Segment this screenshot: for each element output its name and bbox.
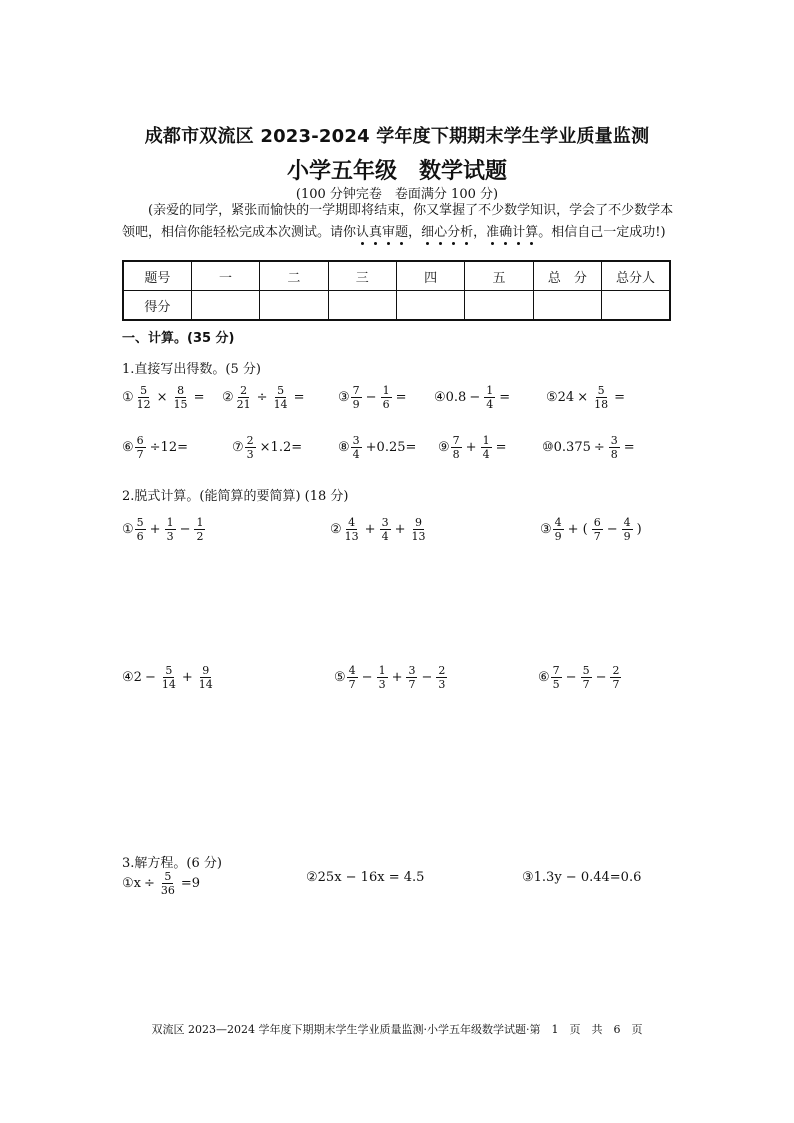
q1-problem bbox=[222, 384, 307, 411]
score-cell[interactable] bbox=[328, 291, 396, 321]
problem-number: ② bbox=[222, 390, 234, 405]
denominator: 21 bbox=[236, 398, 251, 411]
denominator: 3 bbox=[378, 678, 386, 691]
numerator: 1 bbox=[378, 664, 386, 677]
denominator: 14 bbox=[273, 398, 288, 411]
fraction bbox=[351, 384, 362, 411]
fraction bbox=[135, 434, 146, 461]
denominator: 5 bbox=[552, 678, 560, 691]
fraction bbox=[406, 664, 417, 691]
operator: ÷ bbox=[144, 876, 155, 891]
problem-number: ⑥ bbox=[122, 440, 134, 455]
question-2-title: 2.脱式计算。(能简算的要简算) (18 分) bbox=[122, 489, 349, 504]
problem-number: ⑩ bbox=[542, 440, 554, 455]
emphasis-char: 准 bbox=[486, 225, 500, 240]
numerator: 5 bbox=[582, 664, 590, 677]
fraction bbox=[481, 434, 492, 461]
fraction bbox=[610, 664, 621, 691]
fraction bbox=[451, 434, 462, 461]
fraction bbox=[272, 384, 290, 411]
q3-problem bbox=[122, 870, 203, 897]
q2-problem bbox=[538, 664, 622, 691]
term: x bbox=[133, 876, 141, 891]
emphasis-char: 确 bbox=[499, 225, 513, 240]
q1-problem bbox=[338, 384, 409, 411]
denominator: 12 bbox=[136, 398, 151, 411]
operator: + bbox=[465, 440, 477, 455]
fraction bbox=[409, 516, 427, 543]
q2-problem bbox=[540, 516, 645, 543]
numerator: 5 bbox=[136, 516, 144, 529]
q3-problem bbox=[522, 870, 641, 885]
numerator: 5 bbox=[597, 384, 605, 397]
operator: − bbox=[595, 670, 607, 685]
problem-number: ④ bbox=[434, 390, 446, 405]
term: 0.375 bbox=[553, 440, 591, 455]
operator: ) bbox=[636, 522, 642, 537]
numerator: 9 bbox=[414, 516, 422, 529]
score-header-cell: 五 bbox=[465, 261, 533, 291]
fraction bbox=[235, 384, 253, 411]
operator: + bbox=[394, 522, 406, 537]
denominator: 7 bbox=[348, 678, 356, 691]
problem-number: ⑤ bbox=[334, 670, 346, 685]
numerator: 1 bbox=[196, 516, 204, 529]
emphasis-char: 分 bbox=[447, 225, 461, 240]
q3-problem bbox=[306, 870, 424, 885]
problem-number: ④ bbox=[122, 670, 134, 685]
operator: + ( bbox=[567, 522, 588, 537]
problem-number: ⑨ bbox=[438, 440, 450, 455]
problem-number: ② bbox=[330, 522, 342, 537]
fraction bbox=[484, 384, 495, 411]
numerator: 3 bbox=[610, 434, 618, 447]
numerator: 5 bbox=[140, 384, 148, 397]
emphasis-char: 算 bbox=[525, 225, 539, 240]
denominator: 4 bbox=[352, 448, 360, 461]
problem-number: ⑥ bbox=[538, 670, 550, 685]
term: 1.3y − 0.44=0.6 bbox=[533, 870, 642, 885]
q1-problem bbox=[546, 384, 628, 411]
emphasis-char: ， bbox=[473, 225, 487, 240]
denominator: 8 bbox=[452, 448, 460, 461]
denominator: 7 bbox=[612, 678, 620, 691]
operator: × bbox=[156, 390, 168, 405]
question-3-title: 3.解方程。(6 分) bbox=[122, 856, 222, 871]
operator: +0.25= bbox=[365, 440, 417, 455]
score-row-label: 得分 bbox=[123, 291, 191, 321]
denominator: 14 bbox=[161, 678, 176, 691]
operator: + bbox=[149, 522, 161, 537]
emphasis-char: 心 bbox=[434, 225, 448, 240]
numerator: 7 bbox=[552, 664, 560, 677]
numerator: 5 bbox=[165, 664, 173, 677]
numerator: 4 bbox=[554, 516, 562, 529]
fraction bbox=[165, 516, 176, 543]
score-cell[interactable] bbox=[260, 291, 328, 321]
denominator: 14 bbox=[198, 678, 213, 691]
score-table bbox=[122, 260, 671, 321]
question-1-title: 1.直接写出得数。(5 分) bbox=[122, 362, 261, 377]
q1-problem bbox=[122, 384, 207, 411]
denominator: 13 bbox=[411, 530, 426, 543]
problem-number: ⑧ bbox=[338, 440, 350, 455]
q1-problem bbox=[434, 384, 513, 411]
score-header-cell: 总分人 bbox=[602, 261, 670, 291]
fraction bbox=[581, 664, 592, 691]
operator: − bbox=[179, 522, 191, 537]
fraction bbox=[622, 516, 633, 543]
term: 0.8 bbox=[445, 390, 467, 405]
intro-emphasis bbox=[356, 225, 538, 240]
q1-problem bbox=[338, 434, 419, 461]
score-header-cell: 三 bbox=[328, 261, 396, 291]
denominator: 13 bbox=[344, 530, 359, 543]
denominator: 15 bbox=[173, 398, 188, 411]
numerator: 3 bbox=[381, 516, 389, 529]
q2-problem bbox=[122, 516, 206, 543]
operator: = bbox=[495, 440, 507, 455]
score-cell[interactable] bbox=[191, 291, 259, 321]
score-header-cell: 二 bbox=[260, 261, 328, 291]
fraction bbox=[377, 664, 388, 691]
numerator: 6 bbox=[136, 434, 144, 447]
operator: − bbox=[565, 670, 577, 685]
operator: ÷ bbox=[593, 440, 605, 455]
numerator: 7 bbox=[452, 434, 460, 447]
problem-number: ① bbox=[122, 390, 134, 405]
operator: − bbox=[365, 390, 377, 405]
operator: = bbox=[293, 390, 305, 405]
score-cell[interactable] bbox=[602, 291, 670, 321]
problem-number: ⑤ bbox=[546, 390, 558, 405]
exam-info: (100 分钟完卷 卷面满分 100 分) bbox=[295, 187, 499, 202]
emphasis-char: 析 bbox=[460, 225, 474, 240]
numerator: 1 bbox=[486, 384, 494, 397]
numerator: 4 bbox=[623, 516, 631, 529]
emphasis-char: 审 bbox=[382, 225, 396, 240]
denominator: 2 bbox=[196, 530, 204, 543]
numerator: 5 bbox=[164, 870, 172, 883]
fraction bbox=[135, 384, 153, 411]
operator: − bbox=[421, 670, 433, 685]
denominator: 4 bbox=[486, 398, 494, 411]
q1-problem bbox=[122, 434, 191, 461]
operator: = bbox=[623, 440, 635, 455]
fraction bbox=[343, 516, 361, 543]
numerator: 1 bbox=[166, 516, 174, 529]
denominator: 7 bbox=[593, 530, 601, 543]
denominator: 3 bbox=[166, 530, 174, 543]
problem-number: ③ bbox=[540, 522, 552, 537]
score-header-cell: 总 分 bbox=[533, 261, 601, 291]
q1-problem bbox=[438, 434, 509, 461]
denominator: 8 bbox=[610, 448, 618, 461]
fraction bbox=[197, 664, 215, 691]
fraction bbox=[160, 664, 178, 691]
fraction bbox=[135, 516, 146, 543]
denominator: 7 bbox=[582, 678, 590, 691]
operator: =9 bbox=[180, 876, 201, 891]
intro-text: (亲爱的同学，紧张而愉快的一学期即将结束，你又掌握了不少数学知识，学会了不少数学本领吧，相信你能轻松完成本次测试。请你 bbox=[122, 203, 674, 240]
operator: = bbox=[499, 390, 511, 405]
numerator: 2 bbox=[612, 664, 620, 677]
denominator: 4 bbox=[482, 448, 490, 461]
numerator: 3 bbox=[408, 664, 416, 677]
fraction bbox=[553, 516, 564, 543]
problem-number: ① bbox=[122, 522, 134, 537]
operator: − bbox=[361, 670, 373, 685]
denominator: 4 bbox=[381, 530, 389, 543]
numerator: 9 bbox=[202, 664, 210, 677]
term: 25x − 16x = 4.5 bbox=[317, 870, 425, 885]
exam-title: 成都市双流区 2023-2024 学年度下期期末学生学业质量监测 bbox=[144, 126, 650, 147]
fraction bbox=[172, 384, 190, 411]
score-cell[interactable] bbox=[397, 291, 465, 321]
fraction bbox=[381, 384, 392, 411]
numerator: 5 bbox=[277, 384, 285, 397]
emphasis-char: 细 bbox=[421, 225, 435, 240]
denominator: 36 bbox=[160, 884, 175, 897]
numerator: 2 bbox=[438, 664, 446, 677]
emphasis-char: 真 bbox=[369, 225, 383, 240]
denominator: 9 bbox=[623, 530, 631, 543]
numerator: 2 bbox=[246, 434, 254, 447]
emphasis-char: ， bbox=[408, 225, 422, 240]
term: 24 bbox=[557, 390, 575, 405]
exam-subtitle: 小学五年级 数学试题 bbox=[286, 159, 507, 184]
denominator: 6 bbox=[382, 398, 390, 411]
score-header-cell: 四 bbox=[397, 261, 465, 291]
denominator: 3 bbox=[438, 678, 446, 691]
emphasis-char: 计 bbox=[512, 225, 526, 240]
numerator: 7 bbox=[352, 384, 360, 397]
operator: ÷12= bbox=[149, 440, 188, 455]
intro-text-end: 。相信自己一定成功!) bbox=[538, 225, 666, 240]
numerator: 4 bbox=[348, 664, 356, 677]
score-header-cell: 一 bbox=[191, 261, 259, 291]
fraction bbox=[159, 870, 177, 897]
fraction bbox=[347, 664, 358, 691]
operator: = bbox=[193, 390, 205, 405]
fraction bbox=[436, 664, 447, 691]
denominator: 7 bbox=[408, 678, 416, 691]
denominator: 18 bbox=[594, 398, 609, 411]
operator: − bbox=[469, 390, 481, 405]
q2-problem bbox=[122, 664, 216, 691]
score-cell[interactable] bbox=[465, 291, 533, 321]
denominator: 6 bbox=[136, 530, 144, 543]
numerator: 1 bbox=[482, 434, 490, 447]
term: 2 bbox=[133, 670, 142, 685]
problem-number: ② bbox=[306, 870, 318, 885]
emphasis-char: 认 bbox=[356, 225, 370, 240]
operator: + bbox=[391, 670, 403, 685]
q2-problem bbox=[334, 664, 448, 691]
page-footer: 双流区 2023—2024 学年度下期期末学生学业质量监测·小学五年级数学试题·第 1 页 共 6 页 bbox=[151, 1023, 643, 1036]
q1-problem bbox=[542, 434, 638, 461]
score-header-cell: 题号 bbox=[123, 261, 191, 291]
numerator: 3 bbox=[352, 434, 360, 447]
fraction bbox=[194, 516, 205, 543]
operator: × bbox=[577, 390, 589, 405]
operator: + bbox=[364, 522, 376, 537]
section-1-title: 一、计算。(35 分) bbox=[122, 331, 235, 346]
denominator: 3 bbox=[246, 448, 254, 461]
fraction bbox=[592, 516, 603, 543]
operator: = bbox=[395, 390, 407, 405]
problem-number: ③ bbox=[522, 870, 534, 885]
operator: ×1.2= bbox=[259, 440, 303, 455]
fraction bbox=[609, 434, 620, 461]
q2-problem bbox=[330, 516, 428, 543]
numerator: 2 bbox=[240, 384, 248, 397]
operator: ÷ bbox=[256, 390, 268, 405]
operator: − bbox=[606, 522, 618, 537]
fraction bbox=[551, 664, 562, 691]
numerator: 6 bbox=[593, 516, 601, 529]
fraction bbox=[351, 434, 362, 461]
numerator: 8 bbox=[177, 384, 185, 397]
fraction bbox=[245, 434, 256, 461]
problem-number: ⑦ bbox=[232, 440, 244, 455]
score-cell[interactable] bbox=[533, 291, 601, 321]
fraction bbox=[380, 516, 391, 543]
denominator: 9 bbox=[554, 530, 562, 543]
denominator: 9 bbox=[352, 398, 360, 411]
score-header-row bbox=[123, 261, 670, 291]
q1-problem bbox=[232, 434, 305, 461]
numerator: 4 bbox=[348, 516, 356, 529]
operator: = bbox=[614, 390, 626, 405]
problem-number: ① bbox=[122, 876, 134, 891]
score-row bbox=[123, 291, 670, 321]
operator: + bbox=[181, 670, 193, 685]
fraction bbox=[592, 384, 610, 411]
problem-number: ③ bbox=[338, 390, 350, 405]
intro-paragraph bbox=[122, 200, 674, 244]
operator: − bbox=[144, 670, 156, 685]
denominator: 7 bbox=[136, 448, 144, 461]
emphasis-char: 题 bbox=[395, 225, 409, 240]
numerator: 1 bbox=[382, 384, 390, 397]
